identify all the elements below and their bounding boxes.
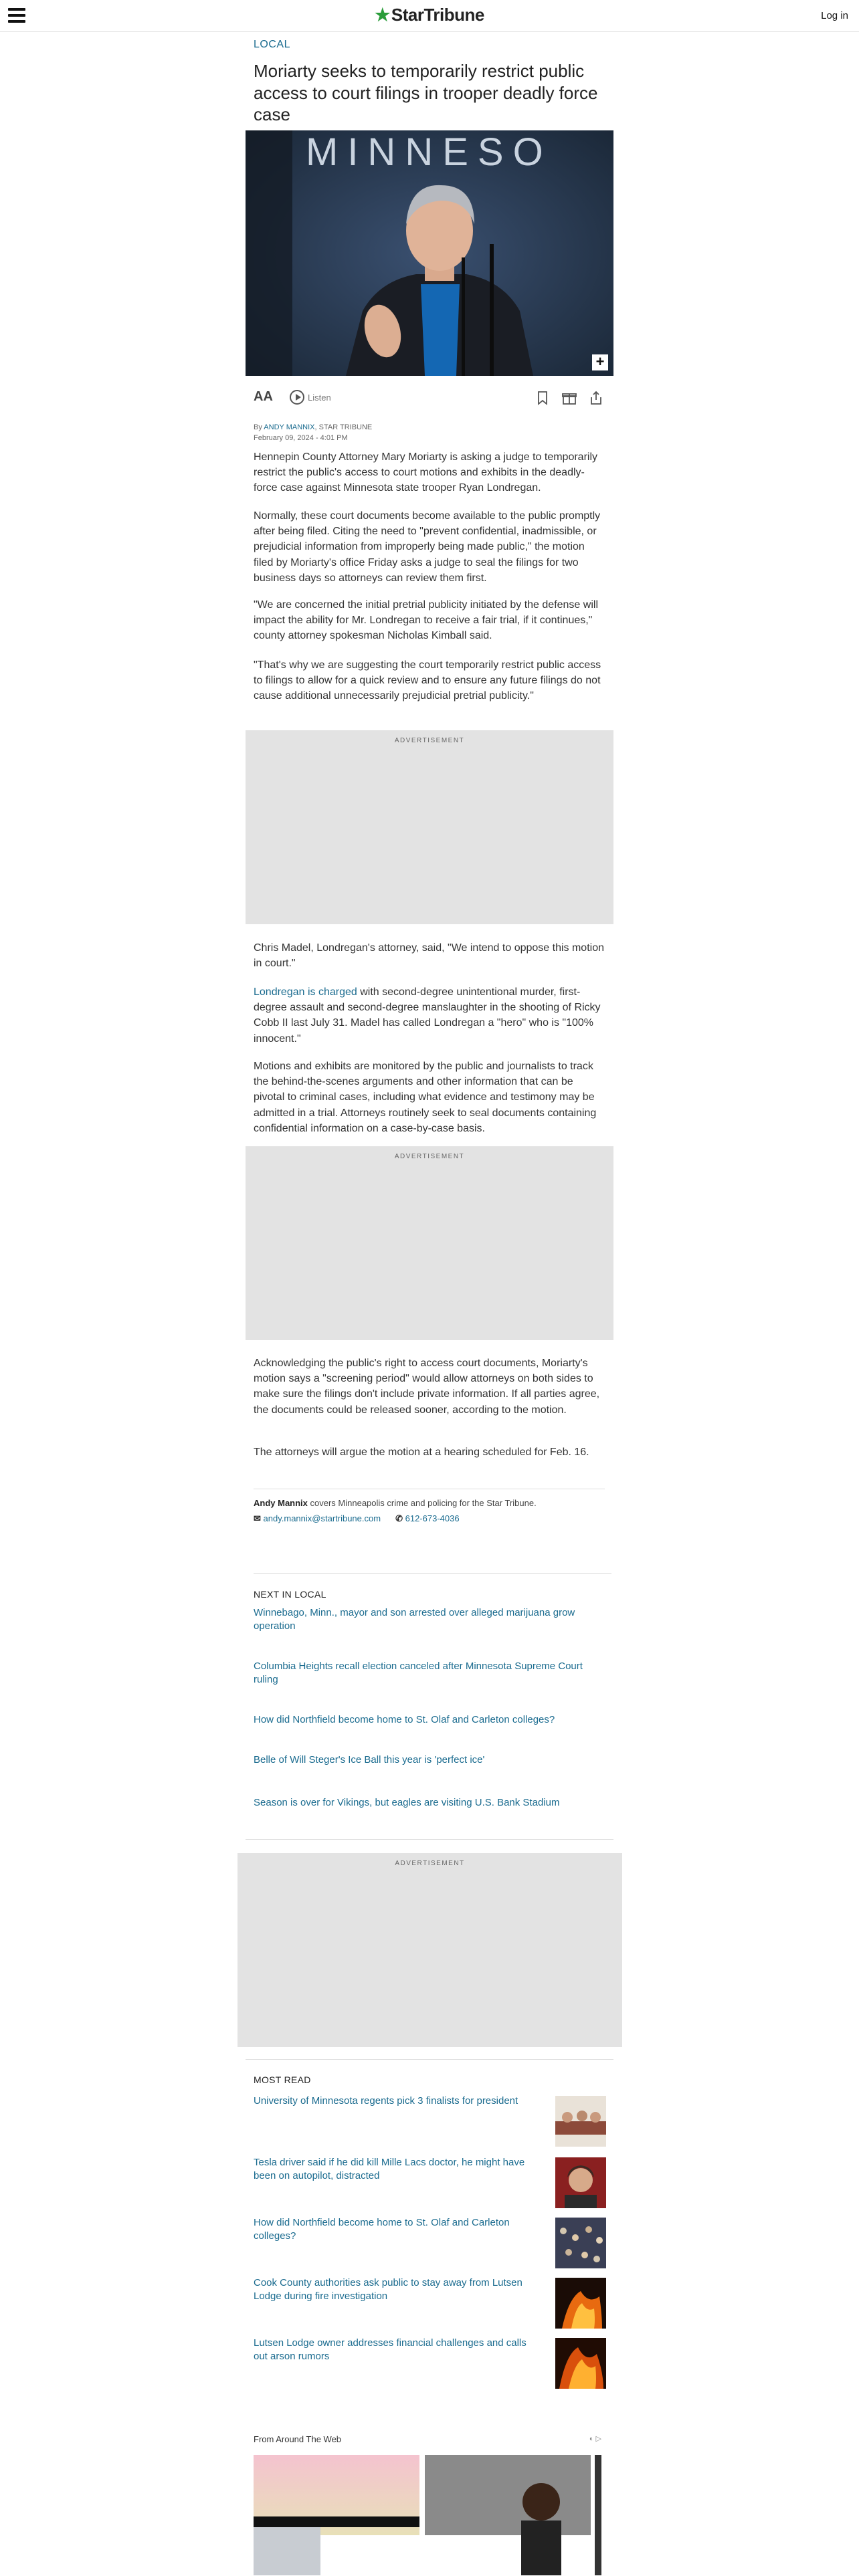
thumbnail-image bbox=[555, 2157, 606, 2208]
most-read-link[interactable]: Lutsen Lodge owner addresses financial challenges and calls out arson rumors bbox=[254, 2337, 527, 2363]
charged-link[interactable]: Londregan is charged bbox=[254, 986, 357, 998]
thumbnail-image bbox=[555, 2278, 606, 2329]
body-paragraph: Normally, these court documents become available to the public promptly after being filed. Citing the need to "prevent confidential, inadmissible, or prejudicial information from improperly being made public," the motion filed by Moriarty's office Friday asks a judge to seal the filings for two business days so attorneys can review them first. bbox=[254, 510, 601, 584]
most-read-thumbnail[interactable] bbox=[555, 2157, 606, 2208]
most-read-heading: MOST READ bbox=[254, 2074, 311, 2085]
body-paragraph: Motions and exhibits are monitored by the public and journalists to track the behind-the-scenes arguments and other information that can be pivotal to criminal cases, including what evidence and testimony may be admitted in a trial. Attorneys routinely seek to seal documents containing confidential information on a case-by-case basis. bbox=[254, 1061, 597, 1134]
next-in-local-link[interactable]: Columbia Heights recall election canceled after Minnesota Supreme Court ruling bbox=[254, 1660, 583, 1686]
bookmark-icon[interactable] bbox=[535, 390, 551, 406]
advertisement[interactable]: ADVERTISEMENT bbox=[246, 1146, 613, 1340]
most-read-link[interactable]: How did Northfield become home to St. Olaf and Carleton colleges? bbox=[254, 2217, 510, 2242]
thumbnail-image bbox=[555, 2096, 606, 2147]
section-label[interactable]: LOCAL bbox=[254, 39, 290, 50]
body-paragraph: Hennepin County Attorney Mary Moriarty is asking a judge to temporarily restrict the public's access to court motions and exhibits in the deadly-force case against Minnesota state trooper Ryan Londregan. bbox=[254, 451, 598, 494]
most-read-thumbnail[interactable] bbox=[555, 2278, 606, 2329]
hero-photo bbox=[246, 130, 613, 376]
body-paragraph: Londregan is charged with second-degree unintentional murder, first-degree assault and second-degree manslaughter in the shooting of Ricky Cobb II last July 31. Madel has called Londregan a "hero" who is "100% innocent." bbox=[254, 986, 601, 1045]
body-paragraph: "We are concerned the initial pretrial publicity initiated by the defense will impact the ability for Mr. Londregan to receive a fair trial, if it continues," county attorney spokesman Nicholas Kimball said. bbox=[254, 599, 598, 642]
star-icon: ★ bbox=[375, 5, 390, 25]
most-read-thumbnail[interactable] bbox=[555, 2218, 606, 2268]
most-read-link[interactable]: Tesla driver said if he did kill Mille Lacs doctor, he might have been on autopilot, distracted bbox=[254, 2157, 525, 2182]
phone-contact[interactable]: ✆ 612-673-4036 bbox=[395, 1513, 460, 1523]
sponsored-thumbnails[interactable] bbox=[254, 2455, 601, 2575]
divider bbox=[246, 2059, 613, 2060]
most-read-thumbnail[interactable] bbox=[555, 2338, 606, 2389]
most-read-link[interactable]: University of Minnesota regents pick 3 finalists for president bbox=[254, 2095, 518, 2107]
next-in-local-heading: NEXT IN LOCAL bbox=[254, 1589, 326, 1600]
phone-icon: ✆ bbox=[395, 1513, 403, 1523]
article-toolbar bbox=[254, 388, 605, 409]
byline: By ANDY MANNIX, STAR TRIBUNE February 09, 2024 - 4:01 PM bbox=[254, 423, 373, 442]
advertisement[interactable]: ADVERTISEMENT bbox=[246, 730, 613, 924]
body-paragraph: Chris Madel, Londregan's attorney, said, "We intend to oppose this motion in court." bbox=[254, 942, 604, 970]
thumbnail-image bbox=[555, 2218, 606, 2268]
adchoices-icon[interactable]: ◐ ▷ bbox=[589, 2435, 601, 2443]
email-contact[interactable]: ✉ andy.mannix@startribune.com bbox=[254, 1513, 381, 1523]
author-bio: Andy Mannix covers Minneapolis crime and policing for the Star Tribune. ✉ andy.mannix@startribune.com ✆ 612-673-4036 bbox=[254, 1497, 607, 1526]
publish-date: February 09, 2024 - 4:01 PM bbox=[254, 433, 348, 442]
around-the-web bbox=[254, 2434, 601, 2576]
divider bbox=[254, 1573, 611, 1574]
text-size-button[interactable]: AA bbox=[254, 389, 273, 404]
body-paragraph: "That's why we are suggesting the court temporarily restrict public access to filings to allow for a quick review and to ensure any future filings do not cause additional unnecessarily prejudicial pretrial publicity." bbox=[254, 659, 601, 702]
login-link[interactable]: Log in bbox=[821, 10, 848, 21]
next-in-local-link[interactable]: Winnebago, Minn., mayor and son arrested over alleged marijuana grow operation bbox=[254, 1607, 575, 1632]
mail-icon: ✉ bbox=[254, 1513, 261, 1523]
author-link[interactable]: ANDY MANNIX bbox=[264, 423, 315, 431]
listen-label: Listen bbox=[308, 392, 331, 403]
site-logo[interactable]: ★StarTribune bbox=[375, 5, 484, 25]
hero-image[interactable] bbox=[246, 130, 613, 376]
hero-backdrop-text: MINNESO bbox=[306, 130, 553, 174]
site-header bbox=[0, 0, 859, 32]
play-icon bbox=[290, 390, 304, 405]
listen-button[interactable] bbox=[290, 390, 331, 405]
body-paragraph: Acknowledging the public's right to access court documents, Moriarty's motion says a "screening period" would allow attorneys on both sides to make sure the filings don't include private information. If all parties agree, the documents could be released sooner, according to the motion. bbox=[254, 1358, 600, 1416]
most-read-link[interactable]: Cook County authorities ask public to stay away from Lutsen Lodge during fire investigation bbox=[254, 2277, 522, 2302]
next-in-local-link[interactable]: How did Northfield become home to St. Olaf and Carleton colleges? bbox=[254, 1714, 555, 1725]
expand-icon[interactable]: + bbox=[592, 354, 608, 370]
divider bbox=[246, 1839, 613, 1840]
share-icon[interactable] bbox=[588, 390, 604, 406]
next-in-local-link[interactable]: Season is over for Vikings, but eagles are visiting U.S. Bank Stadium bbox=[254, 1797, 560, 1808]
gift-icon[interactable] bbox=[561, 390, 577, 406]
thumbnail-image bbox=[555, 2338, 606, 2389]
next-in-local-link[interactable]: Belle of Will Steger's Ice Ball this year is 'perfect ice' bbox=[254, 1754, 485, 1765]
article-headline: Moriarty seeks to temporarily restrict public access to court filings in trooper deadly force case bbox=[254, 61, 598, 124]
around-the-web-heading: From Around The Web bbox=[254, 2434, 342, 2444]
body-paragraph: The attorneys will argue the motion at a hearing scheduled for Feb. 16. bbox=[254, 1446, 589, 1458]
advertisement[interactable]: ADVERTISEMENT bbox=[237, 1853, 622, 2047]
most-read-thumbnail[interactable] bbox=[555, 2096, 606, 2147]
